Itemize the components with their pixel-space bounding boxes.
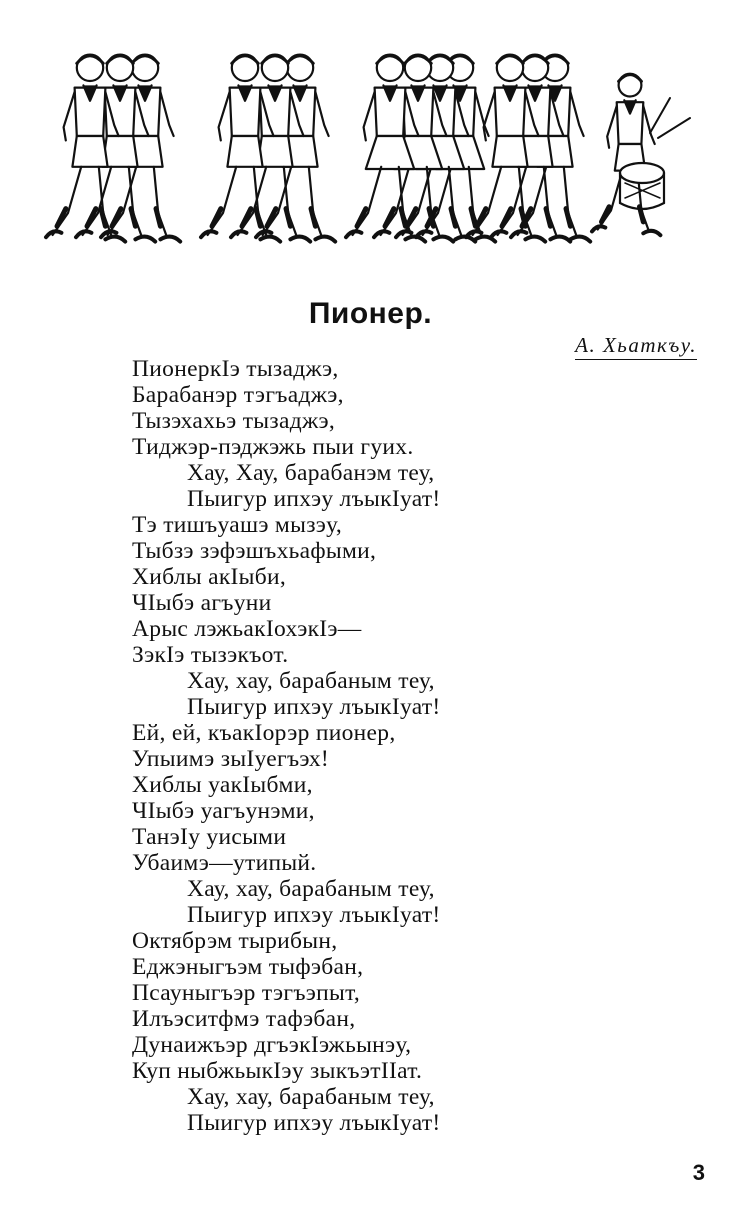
- poem-line: Псауныгъэр тэгъэпыт,: [132, 980, 361, 1006]
- poem-body: [132, 356, 652, 1136]
- poem-line: Илъэситфмэ тафэбан,: [132, 1006, 356, 1032]
- poem-line: Упыимэ зыIуегъэх!: [132, 746, 330, 772]
- poem-line: Хау, хау, барабаным теу,: [187, 668, 435, 694]
- poem-line: Барабанэр тэгъаджэ,: [132, 382, 344, 408]
- poem-line: Ей, ей, къакIорэр пионер,: [132, 720, 396, 746]
- poem-line: Октябрэм тырибын,: [132, 928, 338, 954]
- poem-line: Пыигур ипхэу лъыкIуат!: [187, 902, 441, 928]
- poem-line: Пыигур ипхэу лъыкIуат!: [187, 1110, 441, 1136]
- poem-line: Куп ныбжьыкIэу зыкъэтIIат.: [132, 1058, 423, 1084]
- poem-line: ТанэIу уисыми: [132, 824, 287, 850]
- author-name: А. Хьаткъу.: [575, 333, 697, 360]
- poem-line: Хиблы акIыби,: [132, 564, 287, 590]
- poem-line: Тэ тишъуашэ мызэу,: [132, 512, 343, 538]
- poem-line: ЧIыбэ агъуни: [132, 590, 272, 616]
- poem-line: Дунаижъэр дгъэкIэжьынэу,: [132, 1032, 412, 1058]
- poem-line: Тызэхахьэ тызаджэ,: [132, 408, 336, 434]
- poem-line: ПионеркIэ тызаджэ,: [132, 356, 339, 382]
- poem-line: Пыигур ипхэу лъыкIуат!: [187, 486, 441, 512]
- poem-line: ЗэкIэ тызэкъот.: [132, 642, 289, 668]
- marching-pioneers-illustration: [30, 38, 700, 278]
- poem-line: Пыигур ипхэу лъыкIуат!: [187, 694, 441, 720]
- poem-line: ЧIыбэ уагъунэми,: [132, 798, 315, 824]
- poem-line: Еджэныгъэм тыфэбан,: [132, 954, 364, 980]
- poem-line: Хиблы уакIыбми,: [132, 772, 313, 798]
- poem-line: Хау, Хау, барабанэм теу,: [187, 460, 435, 486]
- poem-line: Убаимэ—утипый.: [132, 850, 317, 876]
- page-number: 3: [692, 1160, 705, 1185]
- poem-line: Хау, хау, барабаным теу,: [187, 1084, 435, 1110]
- page-title: Пионер.: [308, 297, 433, 330]
- poem-line: Тыбзэ зэфэшъхьафыми,: [132, 538, 377, 564]
- poem-line: Хау, хау, барабаным теу,: [187, 876, 435, 902]
- poem-line: Арыс лэжьакIохэкIэ—: [132, 616, 362, 642]
- poem-line: Тиджэр-пэджэжь пыи гуих.: [132, 434, 414, 460]
